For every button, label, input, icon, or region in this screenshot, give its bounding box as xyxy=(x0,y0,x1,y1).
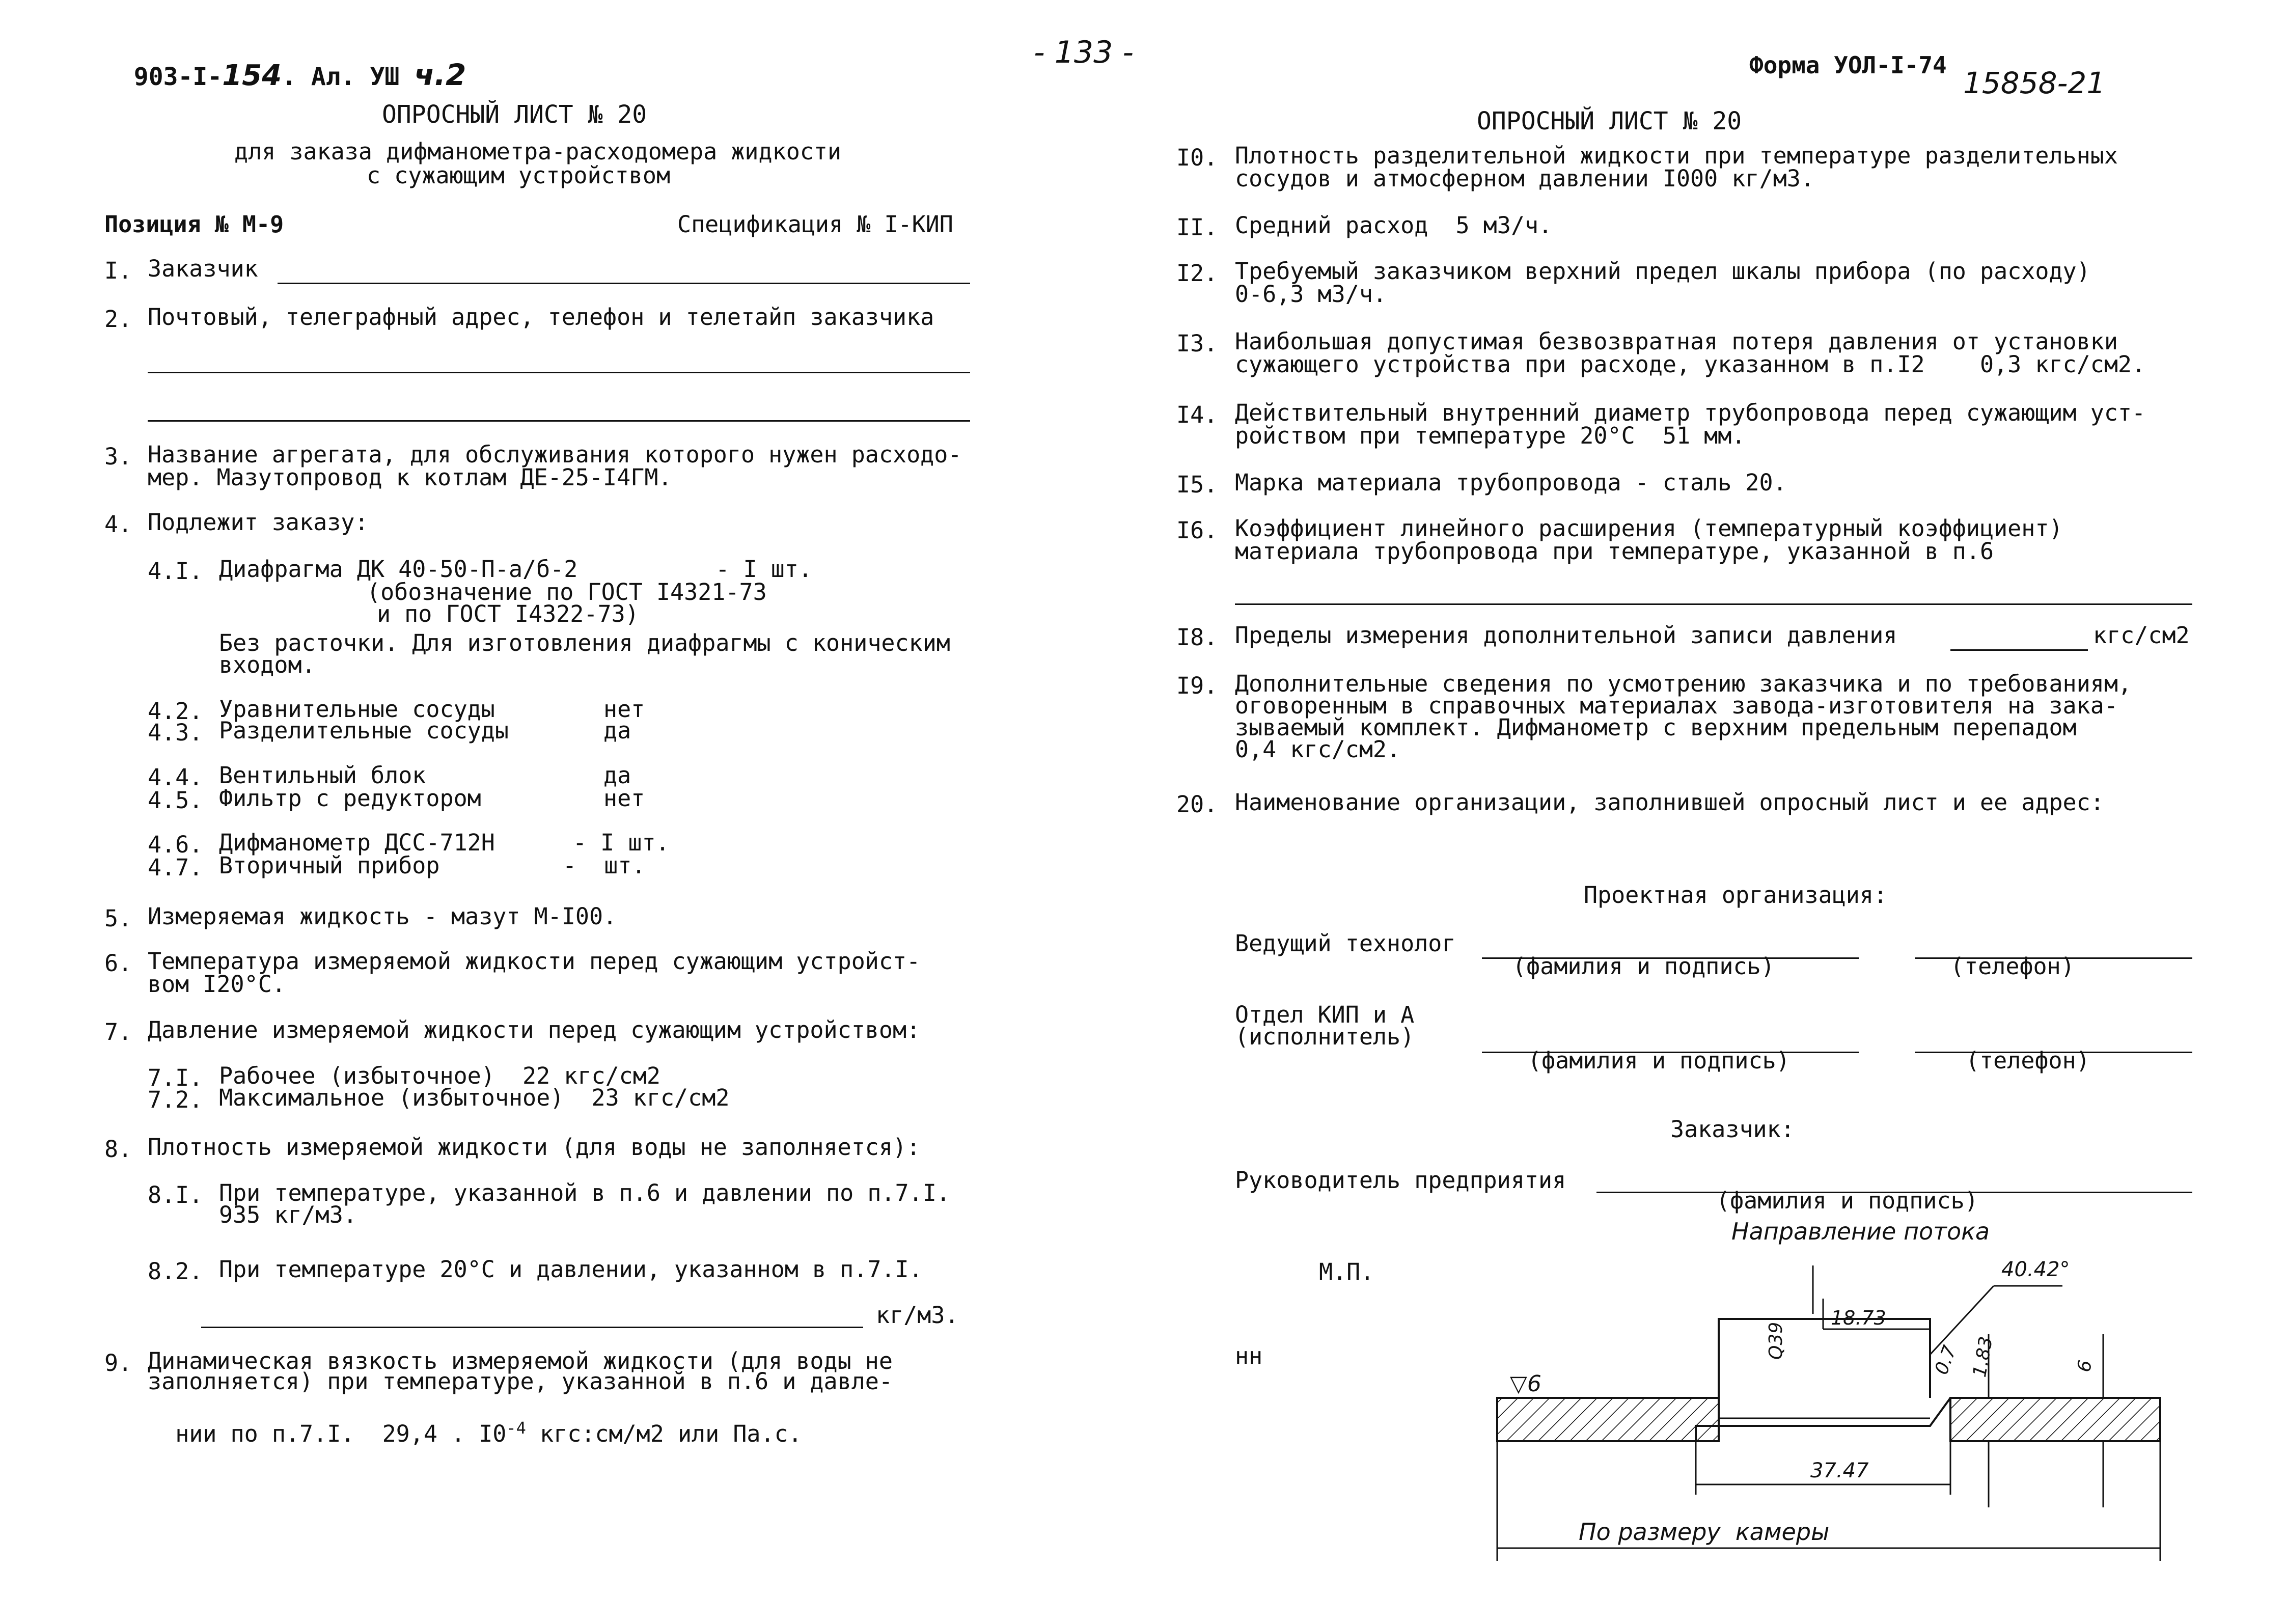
item-4-3-text: Разделительные сосуды xyxy=(219,717,509,744)
item-9-line-3-unit: кгс:см/м2 или Па.с. xyxy=(526,1420,802,1447)
item-4-2-value: нет xyxy=(603,696,645,723)
left-title: ОПРОСНЫЙ ЛИСТ № 20 xyxy=(382,100,647,129)
item-18-unit: кгс/см2 xyxy=(2093,622,2190,649)
inner-dimension-label: Q39 xyxy=(1766,1322,1786,1360)
customer-section-label: Заказчик: xyxy=(1670,1116,1795,1143)
item-8-1-line-1: При температуре, указанной в п.6 и давлении по п.7.I. xyxy=(219,1179,950,1206)
item-4-1-number: 4.I. xyxy=(148,558,203,585)
item-7-number: 7. xyxy=(104,1019,132,1045)
lead-technologist-label: Ведущий технолог xyxy=(1235,930,1456,957)
item-3-number: 3. xyxy=(104,443,132,470)
item-8-number: 8. xyxy=(104,1136,132,1163)
right-title: ОПРОСНЫЙ ЛИСТ № 20 xyxy=(1477,107,1742,135)
item-3-line-2: мер. Мазутопровод к котлам ДЕ-25-I4ГМ. xyxy=(148,464,672,491)
item-13-line-2: сужающего устройства при расходе, указанном в п.I2 0,3 кгс/см2. xyxy=(1235,351,2146,378)
position-label: Позиция № М-9 xyxy=(104,211,284,238)
item-4-5-value: нет xyxy=(603,785,645,812)
item-4-6-text: Дифманометр ДСС-712Н xyxy=(219,829,495,856)
item-7-text: Давление измеряемой жидкости перед сужающим устройством: xyxy=(148,1016,921,1043)
form-label: Форма УОЛ-I-74 xyxy=(1749,51,1947,79)
item-6-number: 6. xyxy=(104,950,132,977)
doc-code-printed: 903-I- xyxy=(133,63,223,91)
item-4-7-value: - шт. xyxy=(563,852,646,879)
page-number: - 133 - xyxy=(1034,35,1134,70)
item-4-4-number: 4.4. xyxy=(148,764,203,791)
item-20-text: Наименование организации, заполнившей опросный лист и ее адрес: xyxy=(1235,789,2104,816)
item-4-number: 4. xyxy=(104,511,132,538)
chamfer-dimension-label: 0.7 xyxy=(1931,1342,1961,1378)
item-9-number: 9. xyxy=(104,1350,132,1377)
item-19-number: I9. xyxy=(1176,672,1218,699)
item-4-2-number: 4.2. xyxy=(148,698,203,725)
item-4-1-line-3: и по ГОСТ I4322-73) xyxy=(377,600,639,627)
specification-label: Спецификация № I-КИП xyxy=(677,211,953,238)
item-4-1-line-2: (обозначение по ГОСТ I4321-73 xyxy=(367,579,767,605)
item-12-number: I2. xyxy=(1176,260,1218,287)
item-16-line-2: материала трубопровода при температуре, указанной в п.6 xyxy=(1235,538,1994,565)
item-7-2-text: Максимальное (избыточное) 23 кгс/см2 xyxy=(219,1084,730,1111)
item-19-line-1: Дополнительные сведения по усмотрению заказчика и по требованиям, xyxy=(1235,670,2132,697)
item-16-line-1: Коэффициент линейного расширения (температурный коэффициент) xyxy=(1235,515,2063,542)
item-4-text: Подлежит заказу: xyxy=(148,509,369,536)
angle-label: 40.42° xyxy=(2001,1258,2070,1281)
project-organization-label: Проектная организация: xyxy=(1584,882,1888,909)
item-14-number: I4. xyxy=(1176,401,1218,428)
item-10-line-2: сосудов и атмосферном давлении I000 кг/м3. xyxy=(1235,165,1814,192)
director-sign-caption: (фамилия и подпись) xyxy=(1716,1187,1978,1214)
orifice-profile xyxy=(1719,1319,1930,1398)
item-11-number: II. xyxy=(1176,214,1218,241)
lead-technologist-sign-caption: (фамилия и подпись) xyxy=(1512,953,1775,980)
item-4-6-value: - I шт. xyxy=(573,829,670,856)
item-8-text: Плотность измеряемой жидкости (для воды не заполняется): xyxy=(148,1134,921,1161)
item-6-line-2: вом I20°С. xyxy=(148,971,286,998)
part-handwritten: ч.2 xyxy=(414,58,466,92)
item-4-1-line-1: Диафрагма ДК 40-50-П-а/б-2 - I шт. xyxy=(219,556,812,583)
stamp-place-label: М.П. xyxy=(1319,1258,1374,1285)
item-19-line-4: 0,4 кгс/см2. xyxy=(1235,736,1401,763)
item-6-line-1: Температура измеряемой жидкости перед сужающим устройст- xyxy=(148,948,921,975)
item-9-line-1: Динамическая вязкость измеряемой жидкости (для воды не xyxy=(148,1347,893,1374)
director-label: Руководитель предприятия xyxy=(1235,1167,1566,1194)
item-4-6-number: 4.6. xyxy=(148,831,203,858)
plate-section-right xyxy=(1950,1398,2160,1441)
item-8-2-number: 8.2. xyxy=(148,1258,203,1285)
item-16-number: I6. xyxy=(1176,517,1218,544)
item-4-7-text: Вторичный прибор xyxy=(219,852,440,879)
album-label: . Ал. УШ xyxy=(282,63,400,91)
item-15-number: I5. xyxy=(1176,471,1218,498)
item-7-2-number: 7.2. xyxy=(148,1086,203,1113)
item-18-number: I8. xyxy=(1176,624,1218,651)
item-3-line-1: Название агрегата, для обслуживания которого нужен расходо- xyxy=(148,441,962,468)
item-10-line-1: Плотность разделительной жидкости при температуре разделительных xyxy=(1235,142,2118,169)
item-4-3-number: 4.3. xyxy=(148,719,203,746)
item-19-line-2: оговоренным в справочных материалах завода-изготовителя на зака- xyxy=(1235,692,2118,719)
item-4-4-text: Вентильный блок xyxy=(219,762,426,789)
item-20-number: 20. xyxy=(1176,791,1218,818)
item-18-text: Пределы измерения дополнительной записи давления xyxy=(1235,622,1897,649)
item-9-line-3-text: нии по п.7.I. 29,4 . I0 xyxy=(175,1420,507,1447)
item-4-1-line-5: входом. xyxy=(219,651,316,678)
item-4-4-value: да xyxy=(603,762,631,789)
item-13-number: I3. xyxy=(1176,330,1218,357)
plate-section-left xyxy=(1497,1398,1719,1441)
kip-department-label: Отдел КИП и А xyxy=(1235,1001,1415,1028)
archive-stamp-number: 15858-21 xyxy=(1963,66,2106,100)
item-4-5-number: 4.5. xyxy=(148,787,203,814)
item-8-2-unit: кг/м3. xyxy=(876,1302,959,1329)
item-7-1-text: Рабочее (избыточное) 22 кгс/см2 xyxy=(219,1062,660,1089)
top-dimension-label: 18.73 xyxy=(1831,1307,1886,1329)
bore-dimension-label: 37.47 xyxy=(1810,1459,1869,1482)
thickness-dimension-label: 6 xyxy=(2073,1358,2097,1374)
item-4-2-text: Уравнительные сосуды xyxy=(219,696,495,723)
item-8-1-number: 8.I. xyxy=(148,1181,203,1208)
item-2-text: Почтовый, телеграфный адрес, телефон и телетайп заказчика xyxy=(148,304,934,331)
item-14-line-1: Действительный внутренний диаметр трубопровода перед сужающим уст- xyxy=(1235,399,2146,426)
item-15-text: Марка материала трубопровода - сталь 20. xyxy=(1235,469,1787,496)
item-2-number: 2. xyxy=(104,306,132,333)
item-7-1-number: 7.I. xyxy=(148,1064,203,1091)
item-10-number: I0. xyxy=(1176,144,1218,171)
item-5-number: 5. xyxy=(104,905,132,932)
left-subtitle-line-1: для заказа дифманометра-расходомера жидкости xyxy=(234,138,842,165)
doc-code-handwritten: 154 xyxy=(222,59,282,92)
item-13-line-1: Наибольшая допустимая безвозвратная потеря давления от установки xyxy=(1235,328,2118,355)
chamber-size-label: По размеру камеры xyxy=(1579,1518,1830,1546)
item-4-1-line-4: Без расточки. Для изготовления диафрагмы с коническим xyxy=(219,629,950,656)
kip-phone-caption: (телефон) xyxy=(1966,1047,2090,1074)
item-4-3-value: да xyxy=(603,717,631,744)
item-1-text: Заказчик xyxy=(148,255,258,282)
item-8-1-line-2: 935 кг/м3. xyxy=(219,1201,357,1228)
item-14-line-2: ройством при температуре 20°С 51 мм. xyxy=(1235,422,1746,449)
item-12-line-1: Требуемый заказчиком верхний предел шкалы прибора (по расходу) xyxy=(1235,258,2090,285)
bore-profile xyxy=(1696,1398,1950,1441)
roughness-mark: ▽6 xyxy=(1510,1371,1541,1397)
item-8-2-text: При температуре 20°С и давлении, указанном в п.7.I. xyxy=(219,1256,923,1283)
kip-executor-label: (исполнитель) xyxy=(1235,1023,1415,1050)
item-1-number: I. xyxy=(104,257,132,284)
flow-direction-label: Направление потока xyxy=(1731,1218,1990,1245)
depth-dimension-label: 1.83 xyxy=(1969,1335,1997,1379)
item-9-line-2: заполняется) при температуре, указанной в п.6 и давле- xyxy=(148,1368,893,1395)
item-9-exponent: -4 xyxy=(506,1418,526,1438)
item-4-7-number: 4.7. xyxy=(148,854,203,881)
lead-technologist-phone-caption: (телефон) xyxy=(1950,953,2075,980)
kip-sign-caption: (фамилия и подпись) xyxy=(1528,1047,1790,1074)
item-5-text: Измеряемая жидкость - мазут М-I00. xyxy=(148,903,617,930)
item-12-line-2: 0-6,3 м3/ч. xyxy=(1235,281,1387,308)
item-19-line-3: зываемый комплект. Дифманометр с верхним предельным перепадом xyxy=(1235,714,2077,741)
item-11-text: Средний расход 5 м3/ч. xyxy=(1235,212,1553,239)
item-4-5-text: Фильтр с редуктором xyxy=(219,785,481,812)
left-subtitle-line-2: с сужающим устройством xyxy=(367,162,671,189)
nn-mark: нн xyxy=(1235,1342,1263,1369)
